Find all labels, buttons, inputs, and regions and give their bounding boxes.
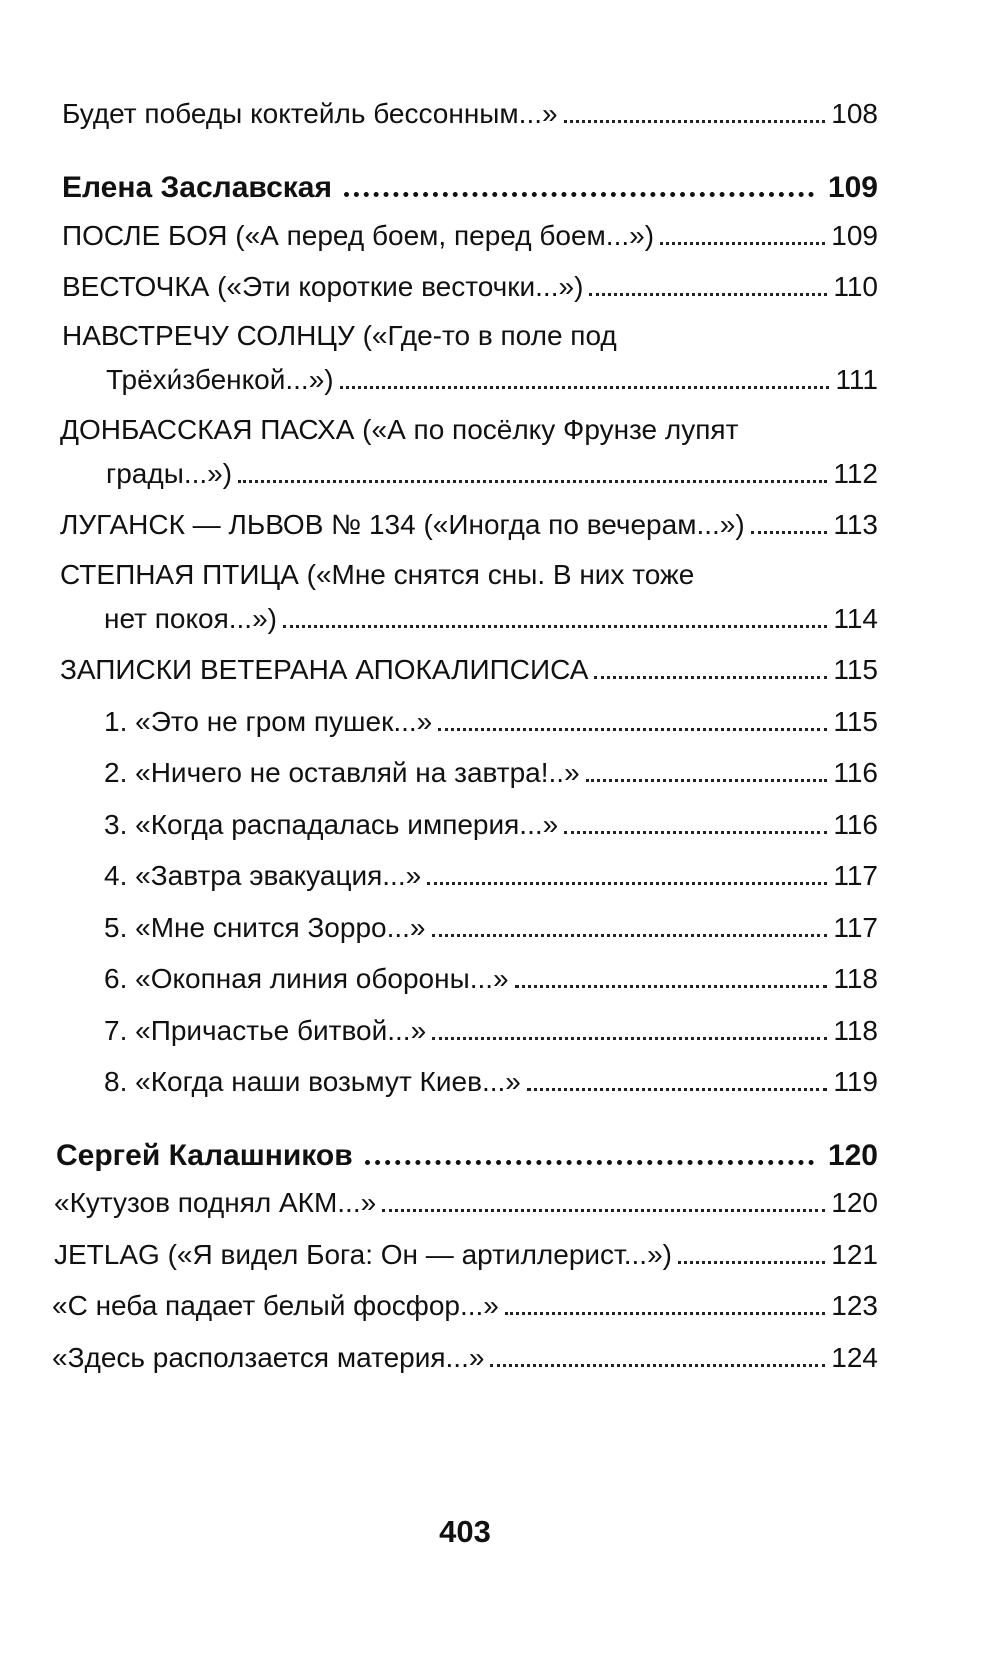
toc-entry-page: 120: [831, 1187, 878, 1218]
author-name: Елена Заславская: [62, 171, 332, 204]
toc-entry: [60, 650, 878, 690]
toc-entry-title: «С неба падает белый фосфор...»: [52, 1290, 499, 1321]
toc-entry-title: 4. «Завтра эвакуация...»: [104, 860, 422, 891]
toc-subentry: [104, 753, 878, 793]
author-name: Сергей Калашников: [56, 1139, 353, 1172]
toc-entry: [60, 505, 878, 545]
dot-leader: [340, 386, 830, 389]
dot-leader: [586, 779, 828, 782]
toc-entry-title: ВЕСТОЧКА («Эти короткие весточки...»): [62, 271, 584, 302]
dot-leader: [365, 1160, 814, 1165]
toc-entry: [52, 1286, 878, 1326]
toc-entry: [104, 599, 878, 639]
toc-entry-title: «Здесь расползается материя...»: [52, 1342, 485, 1373]
dot-leader: [344, 192, 814, 197]
toc-entry-page: 123: [831, 1290, 878, 1321]
toc-entry-title: 6. «Окопная линия обороны...»: [104, 963, 509, 994]
dot-leader: [564, 120, 826, 123]
dot-leader: [427, 882, 827, 885]
toc-entry: [62, 94, 878, 134]
toc-subentry: [104, 856, 878, 896]
toc-entry-title-line1: ДОНБАССКАЯ ПАСХА («А по посёлку Фрунзе лупят: [60, 414, 739, 445]
dot-leader: [432, 934, 828, 937]
toc-entry: [106, 454, 878, 494]
toc-entry-title: 8. «Когда наши возьмут Киев...»: [104, 1066, 521, 1097]
toc-entry-page: 114: [833, 603, 878, 634]
toc-entry-title: 2. «Ничего не оставляй на завтра!..»: [104, 757, 580, 788]
dot-leader: [490, 1364, 825, 1367]
toc-subentry: [104, 959, 878, 999]
toc-entry-title: ЗАПИСКИ ВЕТЕРАНА АПОКАЛИПСИСА: [60, 654, 589, 685]
dot-leader: [515, 985, 828, 988]
toc-entry-page: 121: [831, 1239, 878, 1270]
toc-entry-page: 118: [833, 963, 878, 994]
toc-entry-title: 3. «Когда распадалась империя...»: [104, 809, 559, 840]
toc-entry: [54, 1235, 878, 1275]
toc-entry: [106, 360, 878, 400]
toc-entry-title: 5. «Мне снится Зорро...»: [104, 912, 426, 943]
toc-entry-page: 113: [833, 509, 878, 540]
toc-entry-title: 1. «Это не гром пушек...»: [104, 706, 433, 737]
toc-entry-page: 120: [827, 1139, 878, 1172]
dot-leader: [438, 728, 827, 731]
toc-entry-page: 110: [833, 271, 878, 302]
dot-leader: [238, 480, 827, 483]
toc-entry-page: 112: [833, 458, 878, 489]
dot-leader: [505, 1312, 825, 1315]
toc-entry-title: Трёхи́збенкой...»): [106, 364, 334, 395]
toc-entry-title-line1: СТЕПНАЯ ПТИЦА («Мне снятся сны. В них тоже: [60, 559, 695, 590]
dot-leader: [283, 625, 827, 628]
toc-entry: [52, 1338, 878, 1378]
page-number: 403: [439, 1514, 491, 1549]
toc-entry-page: 116: [833, 757, 878, 788]
dot-leader: [382, 1209, 825, 1212]
toc-entry: [54, 1183, 878, 1223]
toc-entry-page: 109: [831, 220, 878, 251]
toc-entry-title: 7. «Причастье битвой...»: [104, 1015, 427, 1046]
toc-entry-title: Будет победы коктейль бессонным...»: [62, 98, 558, 129]
dot-leader: [678, 1261, 825, 1264]
toc-entry-page: 108: [831, 98, 878, 129]
toc-subentry: [104, 1011, 878, 1051]
toc-entry-title-line1: НАВСТРЕЧУ СОЛНЦУ («Где-то в поле под: [62, 320, 617, 351]
dot-leader: [660, 242, 825, 245]
toc-entry-page: 115: [833, 654, 878, 685]
dot-leader: [594, 676, 827, 679]
toc-entry-title: нет покоя...»): [104, 603, 277, 634]
toc-subentry: [104, 1062, 878, 1102]
toc-entry: [62, 216, 878, 256]
toc-entry-page: 117: [833, 860, 878, 891]
toc-entry-page: 119: [833, 1066, 878, 1097]
toc-entry-title: «Кутузов поднял АКМ...»: [54, 1187, 377, 1218]
toc-entry-page: 109: [827, 171, 878, 204]
toc-entry-title: ЛУГАНСК — ЛЬВОВ № 134 («Иногда по вечерам...»): [60, 509, 745, 540]
dot-leader: [751, 531, 828, 534]
toc-entry-title: JETLAG («Я видел Бога: Он — артиллерист...»): [54, 1239, 672, 1270]
toc-entry-page: 117: [833, 912, 878, 943]
toc-author-heading: [62, 168, 878, 208]
toc-subentry: [104, 805, 878, 845]
toc-entry-title: грады...»): [106, 458, 233, 489]
toc-entry-page: 115: [833, 706, 878, 737]
toc-author-heading: [56, 1136, 878, 1176]
toc-entry-page: 111: [835, 364, 878, 395]
toc-subentry: [104, 908, 878, 948]
toc-entry-page: 124: [831, 1342, 878, 1373]
toc-entry: [62, 267, 878, 307]
dot-leader: [432, 1037, 827, 1040]
dot-leader: [564, 831, 827, 834]
dot-leader: [589, 293, 827, 296]
toc-entry-page: 118: [833, 1015, 878, 1046]
dot-leader: [527, 1088, 827, 1091]
toc-entry-title: ПОСЛЕ БОЯ («А перед боем, перед боем...»): [62, 220, 655, 251]
toc-entry-page: 116: [833, 809, 878, 840]
toc-subentry: [104, 702, 878, 742]
